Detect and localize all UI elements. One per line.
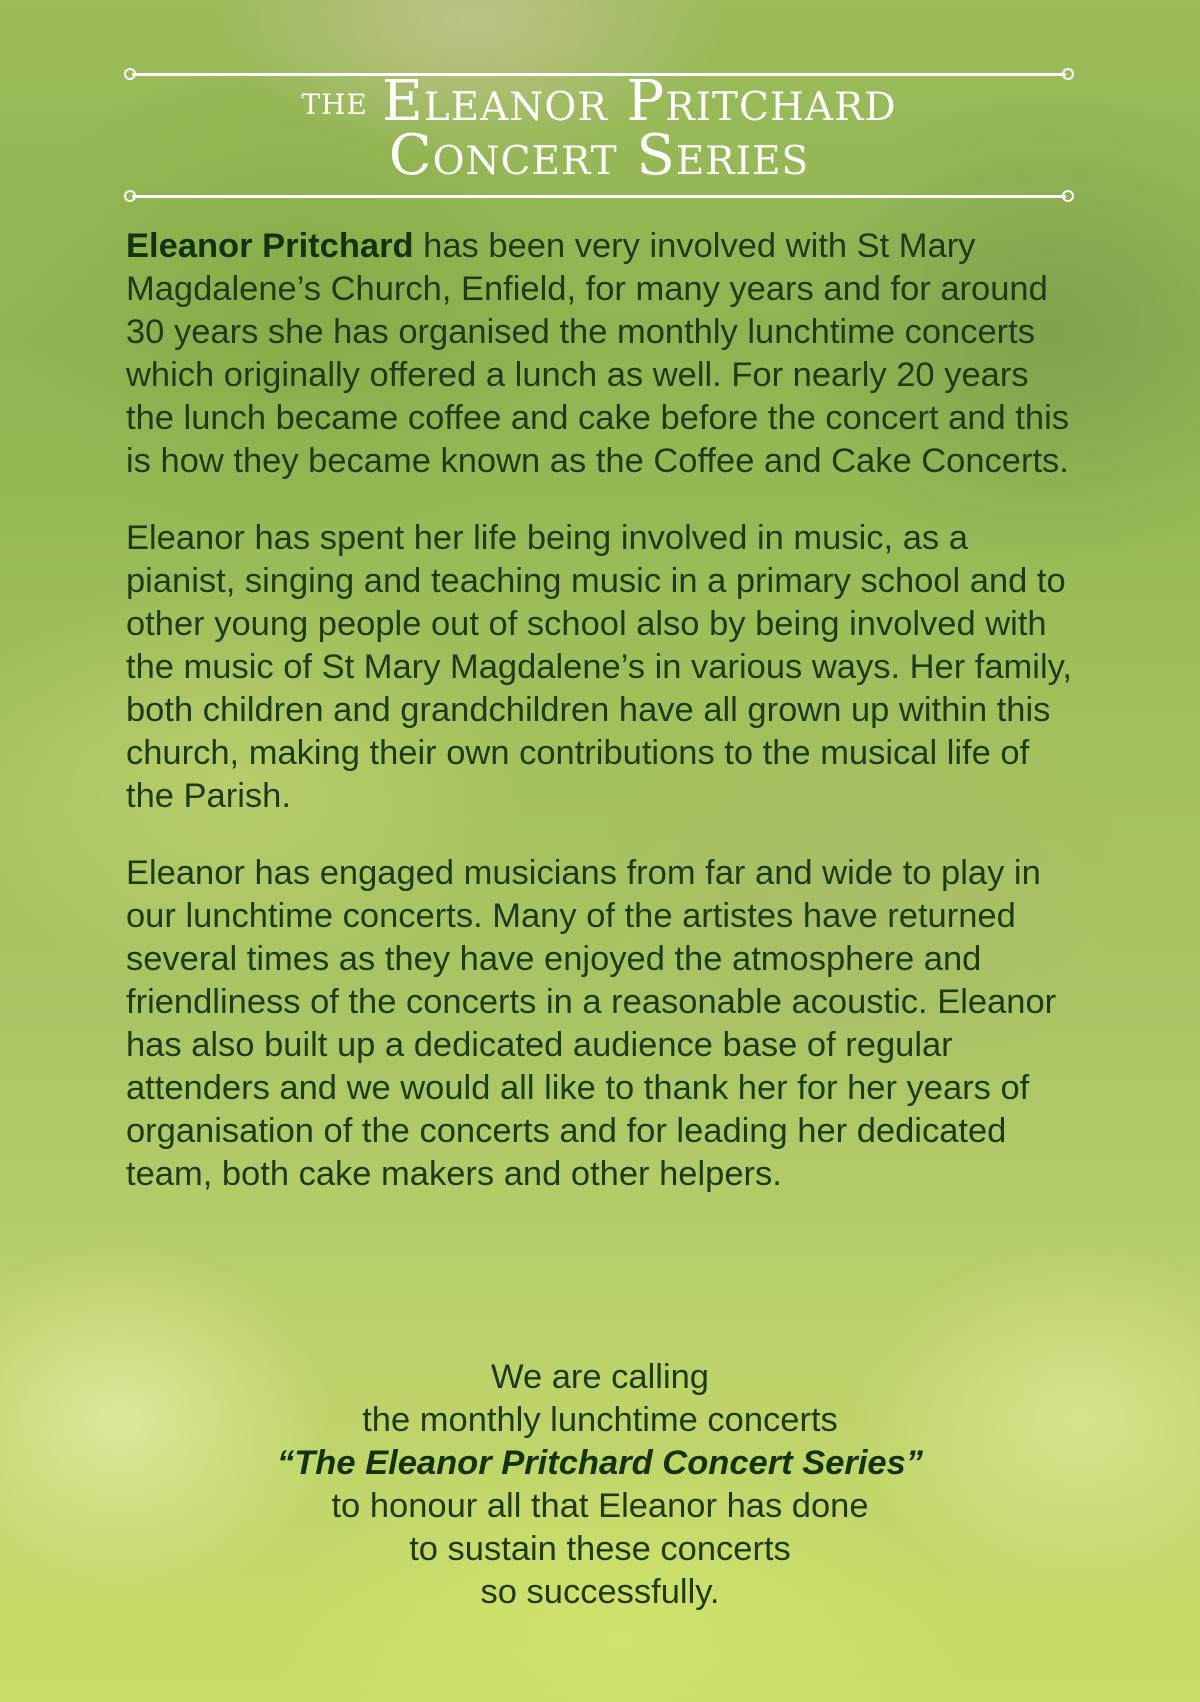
series-name: “The Eleanor Pritchard Concert Series” [276, 1444, 924, 1482]
closing-line: so successfully. [480, 1573, 720, 1611]
rule-end-dot [1062, 190, 1074, 202]
title-line-1 [126, 69, 1072, 134]
title-line-2: Concert Series [388, 123, 810, 188]
closing-line: to honour all that Eleanor has done [331, 1487, 869, 1525]
paragraph-intro [126, 225, 1076, 483]
paragraph-music-life: Eleanor has spent her life being involved in music, as a pianist, singing and teaching music in a primary school and to other young people out of school also by being involved with the music of St Mary Magdalene’s in various ways. Her family, both children and grandchildren have all grown up within this church, making their own contributions to the musical life of the Parish. [126, 519, 1072, 815]
closing-line: the monthly lunchtime concerts [362, 1401, 838, 1439]
rule-end-dot [124, 190, 136, 202]
title-name: Eleanor Pritchard [381, 69, 897, 134]
body-text [126, 225, 1076, 1230]
title-bottom-rule [132, 195, 1066, 198]
title-prefix: the [301, 78, 368, 124]
closing-line: to sustain these concerts [409, 1530, 791, 1568]
lead-name: Eleanor Pritchard [126, 227, 414, 265]
title-banner [126, 68, 1072, 202]
paragraph-musicians: Eleanor has engaged musicians from far and wide to play in our lunchtime concerts. Many of the artistes have returned several times as they have enjoyed the atmosphere and friendliness of the concerts in a reasonable acoustic. Eleanor has also built up a dedicated audience base of regular attenders and we would all like to thank her for her years of organisation of the concerts and for leading her dedicated team, both cake makers and other helpers. [126, 854, 1057, 1193]
closing-dedication [100, 1356, 1100, 1614]
closing-line: We are calling [491, 1358, 709, 1396]
paragraph-text: has been very involved with St Mary Magdalene’s Church, Enfield, for many years and for around 30 years she has organised the monthly lunchtime concerts which originally offered a lunch as well. For nearly 20 years the lunch became coffee and cake before the concert and this is how they became known as the Coffee and Cake Concerts. [126, 227, 1069, 480]
page-title [126, 69, 1072, 188]
